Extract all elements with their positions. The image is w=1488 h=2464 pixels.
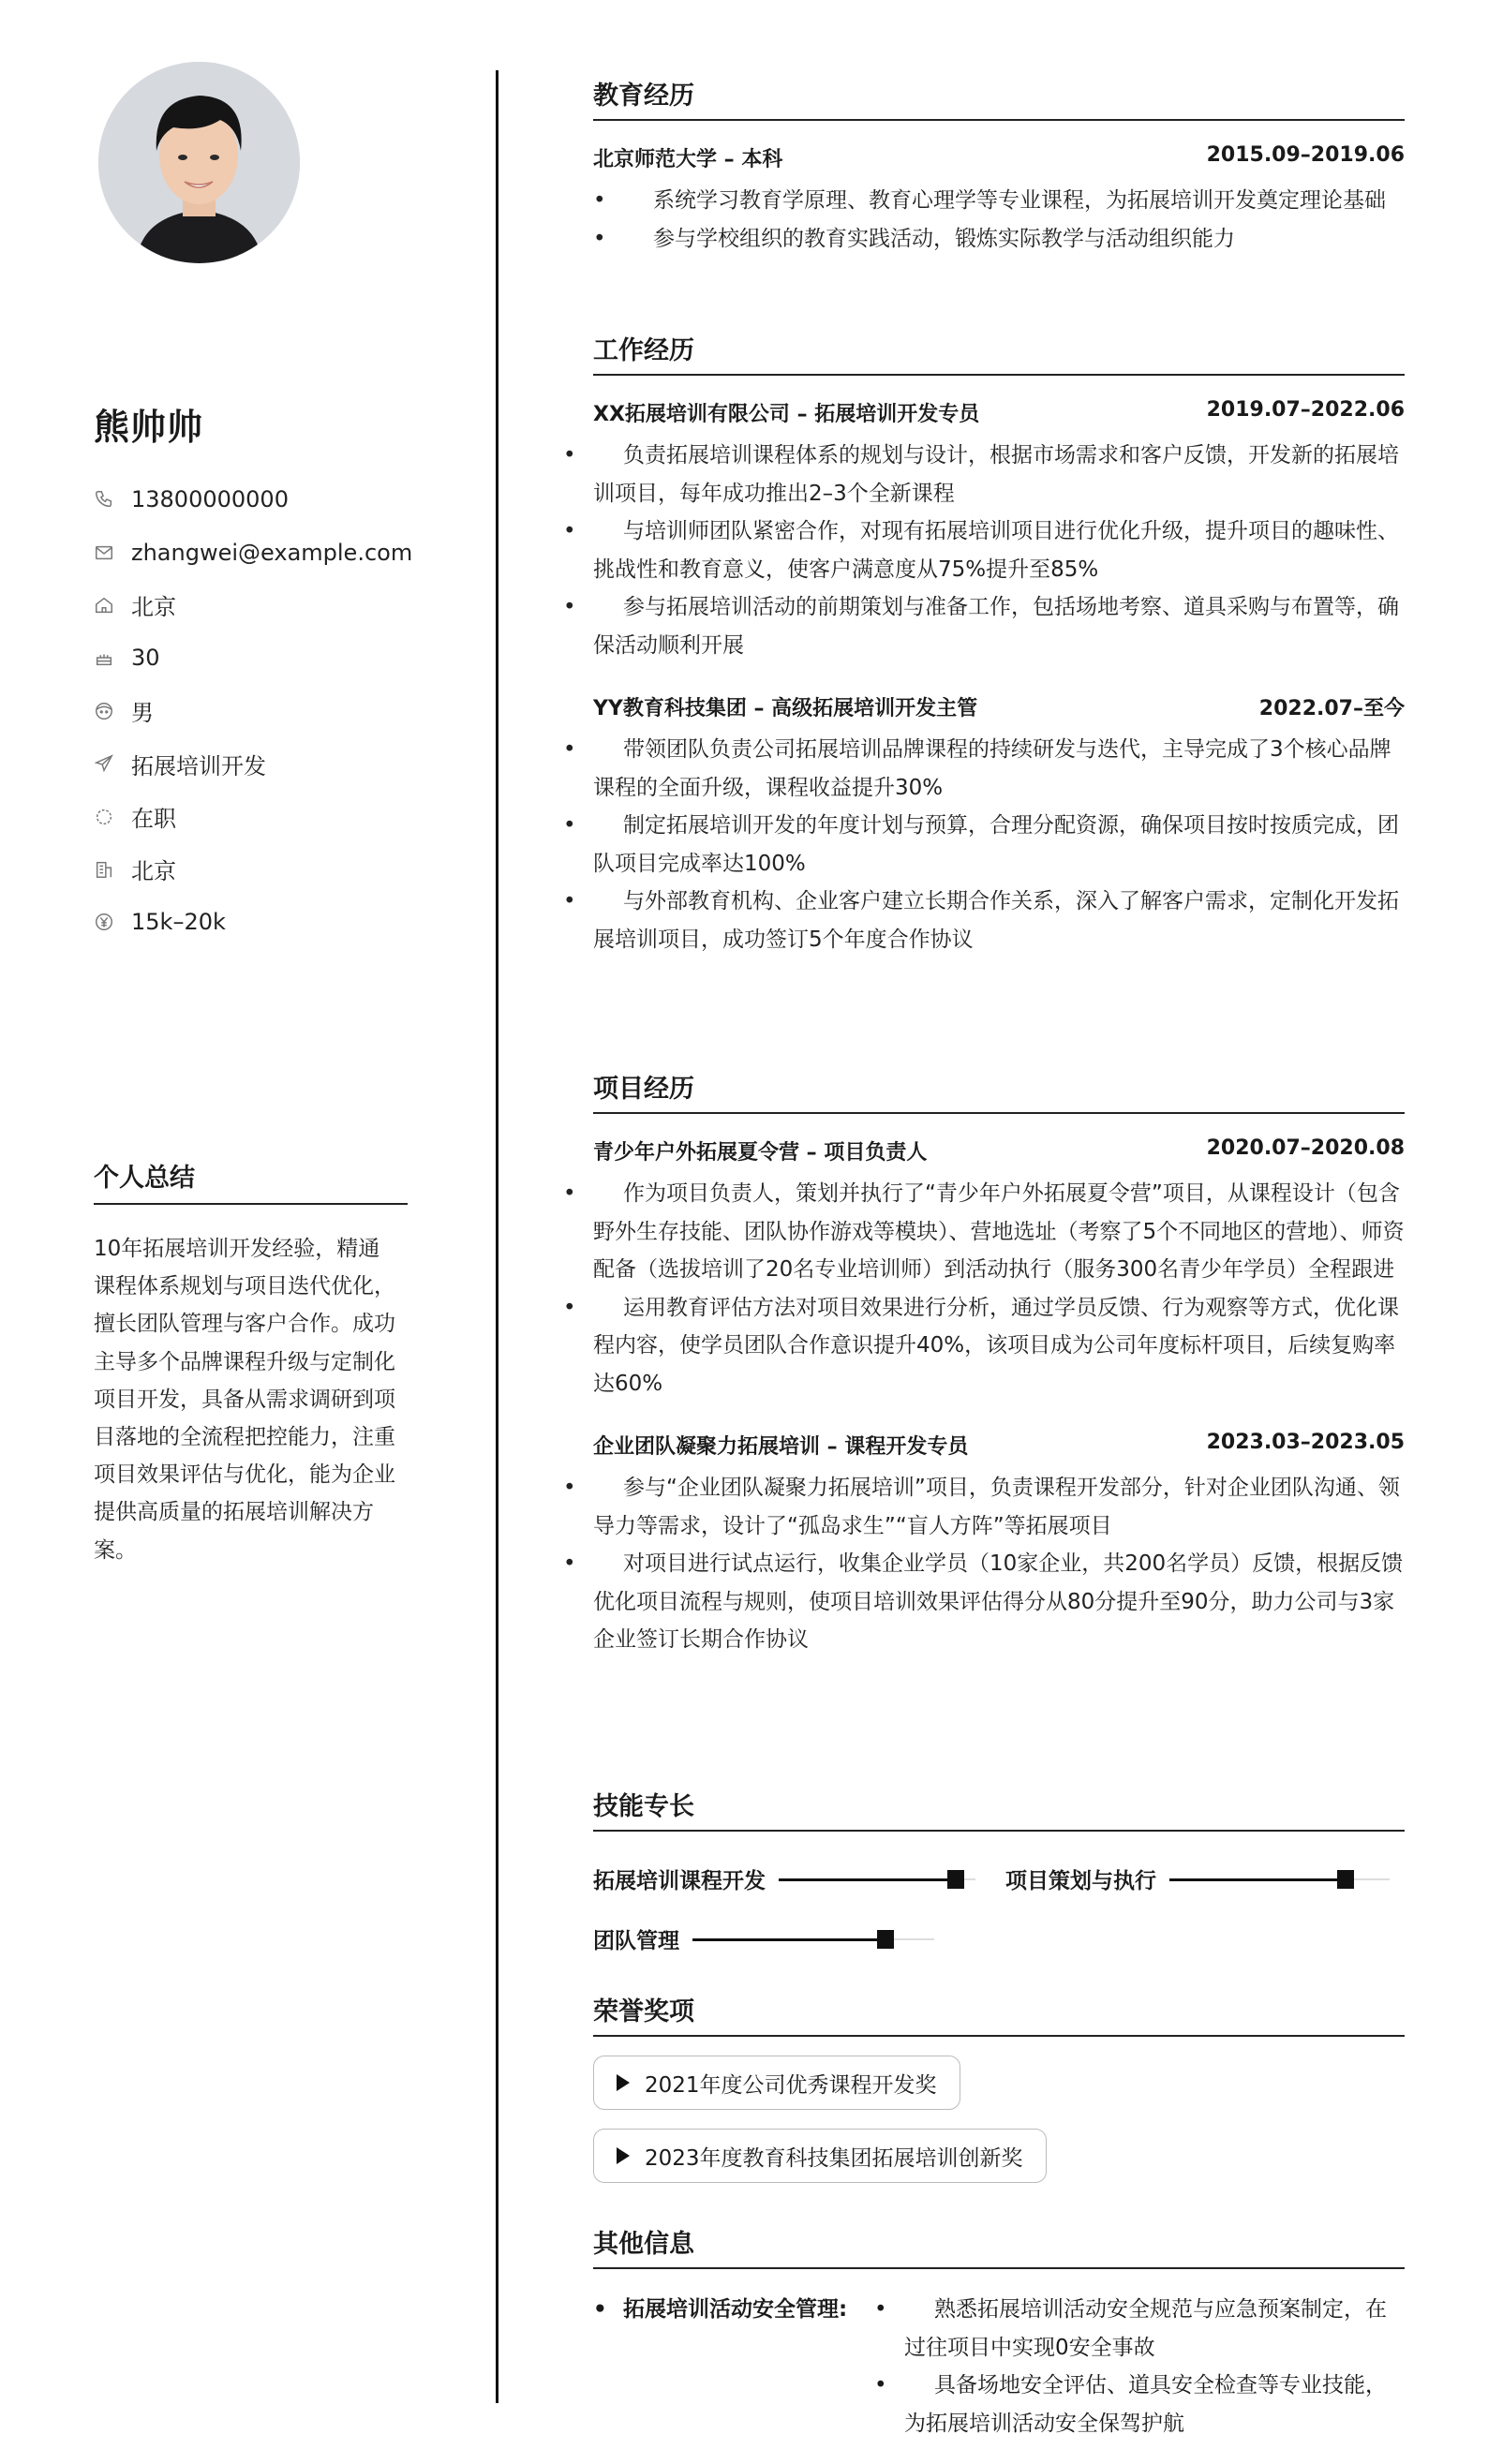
projects-section xyxy=(593,1068,1405,1659)
summary-title: 个人总结 xyxy=(94,1157,408,1205)
skill-name: 项目策划与执行 xyxy=(1005,1869,1156,1893)
bullet-list xyxy=(593,731,1405,958)
contact-salary: 15k–20k xyxy=(94,896,408,948)
other-section xyxy=(593,2223,1405,2464)
skill-fill xyxy=(692,1938,885,1941)
section-title: 其他信息 xyxy=(593,2223,1405,2269)
section-title: 荣誉奖项 xyxy=(593,1991,1405,2037)
list-item: • 作为项目负责人，策划并执行了“青少年户外拓展夏令营”项目，从课程设计（包含野外生存技能、团队协作游戏等模块）、营地选址（考察了5个不同地区的营地）、师资配备（选拔培训了20名专业培训师）到活动执行（服务300名青少年学员）全程跟进 xyxy=(593,1175,1405,1289)
list-item: • 参与拓展培训活动的前期策划与准备工作，包括场地考察、道具采购与布置等，确保活动顺利开展 xyxy=(593,588,1405,664)
contact-status: 在职 xyxy=(94,790,408,842)
skill-item xyxy=(593,1863,975,1894)
entry-header xyxy=(593,1136,1405,1165)
skill-fill xyxy=(779,1878,956,1881)
skill-bar xyxy=(692,1938,934,1940)
mail-icon xyxy=(94,542,114,563)
list-item: • 参与学校组织的教育实践活动，锻炼实际教学与活动组织能力 xyxy=(623,220,1405,259)
avatar xyxy=(98,62,300,263)
skill-knob xyxy=(877,1930,894,1949)
send-icon xyxy=(94,753,114,774)
contact-position: 拓展培训开发 xyxy=(94,737,408,790)
home-icon xyxy=(94,595,114,616)
skill-knob xyxy=(1337,1870,1354,1889)
contact-phone: 13800000000 xyxy=(94,473,408,526)
bullet-list xyxy=(593,1469,1405,1659)
list-item: • 制定拓展培训开发的年度计划与预算，合理分配资源，确保项目按时按质完成，团队项目完成率达100% xyxy=(593,807,1405,883)
summary-text: 10年拓展培训开发经验，精通课程体系规划与项目迭代优化，擅长团队管理与客户合作。成功主导多个品牌课程升级与定制化项目开发，具备从需求调研到项目落地的全流程把控能力，注重项目效果评估与优化，能为企业提供高质量的拓展培训解决方案。 xyxy=(94,1237,395,1563)
list-item: • 负责拓展培训课程体系的规划与设计，根据市场需求和客户反馈，开发新的拓展培训项目，每年成功推出2–3个全新课程 xyxy=(593,437,1405,512)
play-triangle-icon xyxy=(617,2074,630,2091)
list-item: • 带领团队负责公司拓展培训品牌课程的持续研发与迭代，主导完成了3个核心品牌课程的全面升级，课程收益提升30% xyxy=(593,731,1405,807)
contact-age: 30 xyxy=(94,631,408,684)
skill-fill xyxy=(1169,1878,1346,1881)
contact-gender: 男 xyxy=(94,685,408,737)
entry-date: 2023.03–2023.05 xyxy=(1206,1431,1405,1454)
entry-header xyxy=(593,692,1405,721)
play-triangle-icon xyxy=(617,2147,630,2164)
award-item xyxy=(593,2037,1405,2110)
status-icon xyxy=(94,807,114,827)
bullet-list xyxy=(593,437,1405,664)
skill-item xyxy=(593,1923,934,1954)
bullet-list xyxy=(623,182,1405,258)
entry-header xyxy=(593,143,1405,172)
contact-list xyxy=(94,473,413,949)
bullet-list xyxy=(593,1175,1405,1403)
list-item: • 参与“企业团队凝聚力拓展培训”项目，负责课程开发部分，针对企业团队沟通、领导力等需求，设计了“孤岛求生”“盲人方阵”等拓展项目 xyxy=(593,1469,1405,1545)
skill-bar xyxy=(1169,1878,1390,1880)
contact-email: zhangwei@example.com xyxy=(94,526,408,578)
entry-org: 青少年户外拓展夏令营 – 项目负责人 xyxy=(593,1141,928,1165)
other-label: • 拓展培训活动安全管理: xyxy=(623,2291,847,2329)
skill-name: 团队管理 xyxy=(593,1929,679,1953)
awards-section xyxy=(593,1991,1405,2183)
education-section xyxy=(593,75,1405,258)
entry-org: 企业团队凝聚力拓展培训 – 课程开发专员 xyxy=(593,1435,969,1459)
yen-icon xyxy=(94,912,114,932)
contact-location: 北京 xyxy=(94,579,408,631)
list-item: • 对项目进行试点运行，收集企业学员（10家企业，共200名学员）反馈，根据反馈优化项目流程与规则，使项目培训效果评估得分从80分提升至90分，助力公司与3家企业签订长期合作协议 xyxy=(593,1545,1405,1659)
column-divider xyxy=(496,70,498,2403)
list-item: • 熟悉拓展培训活动安全规范与应急预案制定，在过往项目中实现0安全事故 xyxy=(904,2291,1405,2367)
award-item xyxy=(593,2110,1405,2183)
entry-date: 2015.09–2019.06 xyxy=(1206,143,1405,167)
work-section xyxy=(593,330,1405,958)
skills-grid xyxy=(593,1832,1405,1972)
skill-name: 拓展培训课程开发 xyxy=(593,1869,766,1893)
section-title: 技能专长 xyxy=(593,1786,1405,1832)
entry-date: 2019.07–2022.06 xyxy=(1206,398,1405,422)
contact-city: 北京 xyxy=(94,843,408,896)
award-badge: 2021年度公司优秀课程开发奖 xyxy=(593,2056,960,2110)
skill-item xyxy=(1005,1863,1390,1894)
award-badge: 2023年度教育科技集团拓展培训创新奖 xyxy=(593,2129,1047,2183)
entry-date: 2022.07–至今 xyxy=(1258,697,1405,720)
entry-org: YY教育科技集团 – 高级拓展培训开发主管 xyxy=(593,697,978,720)
avatar-portrait-icon xyxy=(98,62,300,263)
cake-icon xyxy=(94,647,114,668)
entry-header xyxy=(593,1431,1405,1460)
building-icon xyxy=(94,859,114,880)
section-title: 教育经历 xyxy=(593,75,1405,121)
skill-knob xyxy=(947,1870,964,1889)
list-item: • 与外部教育机构、企业客户建立长期合作关系，深入了解客户需求，定制化开发拓展培训项目，成功签订5个年度合作协议 xyxy=(593,883,1405,958)
entry-header xyxy=(593,398,1405,427)
section-title: 工作经历 xyxy=(593,330,1405,376)
other-item xyxy=(623,2291,1405,2442)
list-item: • 系统学习教育学原理、教育心理学等专业课程，为拓展培训开发奠定理论基础 xyxy=(623,182,1405,220)
entry-org: XX拓展培训有限公司 – 拓展培训开发专员 xyxy=(593,403,980,426)
list-item: • 运用教育评估方法对项目效果进行分析，通过学员反馈、行为观察等方式，优化课程内容，使学员团队合作意识提升40%，该项目成为公司年度标杆项目，后续复购率达60% xyxy=(593,1289,1405,1403)
phone-icon xyxy=(94,489,114,510)
face-icon xyxy=(94,701,114,721)
entry-org: 北京师范大学 – 本科 xyxy=(593,148,783,171)
candidate-name: 熊帅帅 xyxy=(94,407,204,448)
entry-date: 2020.07–2020.08 xyxy=(1206,1136,1405,1160)
skill-bar xyxy=(779,1878,975,1880)
skills-section xyxy=(593,1786,1405,1972)
list-item: • 具备场地安全评估、道具安全检查等专业技能，为拓展培训活动安全保驾护航 xyxy=(904,2367,1405,2442)
section-title: 项目经历 xyxy=(593,1068,1405,1114)
bullet-list xyxy=(904,2291,1405,2442)
list-item: • 与培训师团队紧密合作，对现有拓展培训项目进行优化升级，提升项目的趣味性、挑战性和教育意义，使客户满意度从75%提升至85% xyxy=(593,512,1405,588)
